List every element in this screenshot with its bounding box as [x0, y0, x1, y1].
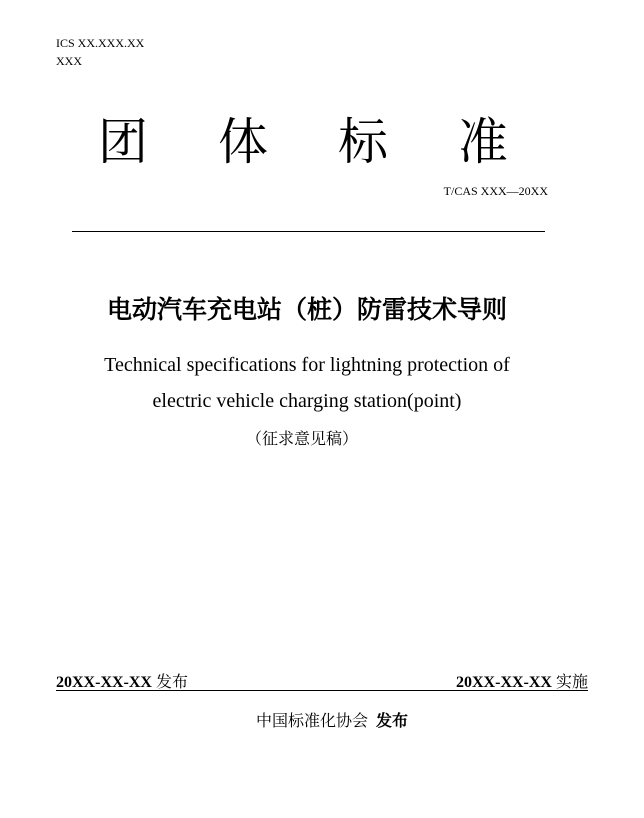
- issue-date: 20XX-XX-XX: [56, 674, 152, 691]
- standard-type-char-2: 体: [218, 113, 268, 171]
- standard-type-char-4: 准: [458, 113, 508, 171]
- standard-code: T/CAS XXX—20XX: [443, 184, 548, 198]
- standard-type-char-1: 团: [98, 113, 148, 171]
- implement-date: 20XX-XX-XX: [456, 674, 552, 691]
- standard-type-char-3: 标: [338, 113, 388, 171]
- title-chinese: 电动汽车充电站（桩）防雷技术导则: [106, 295, 507, 324]
- header-divider: [72, 231, 545, 232]
- publisher-action: 发布: [376, 711, 409, 730]
- ics-code: ICS XX.XXX.XX: [56, 36, 145, 50]
- draft-status: （征求意见稿）: [245, 429, 358, 448]
- implement-label: 实施: [555, 672, 588, 691]
- issue-label: 发布: [155, 672, 188, 691]
- footer-divider: [56, 690, 588, 691]
- title-english-line1: Technical specifications for lightning protection of: [104, 354, 510, 376]
- publisher-name: 中国标准化协会: [255, 711, 368, 730]
- ccs-code: XXX: [56, 54, 82, 68]
- publisher-line: [0, 710, 644, 732]
- title-english-line2: electric vehicle charging station(point): [152, 390, 462, 412]
